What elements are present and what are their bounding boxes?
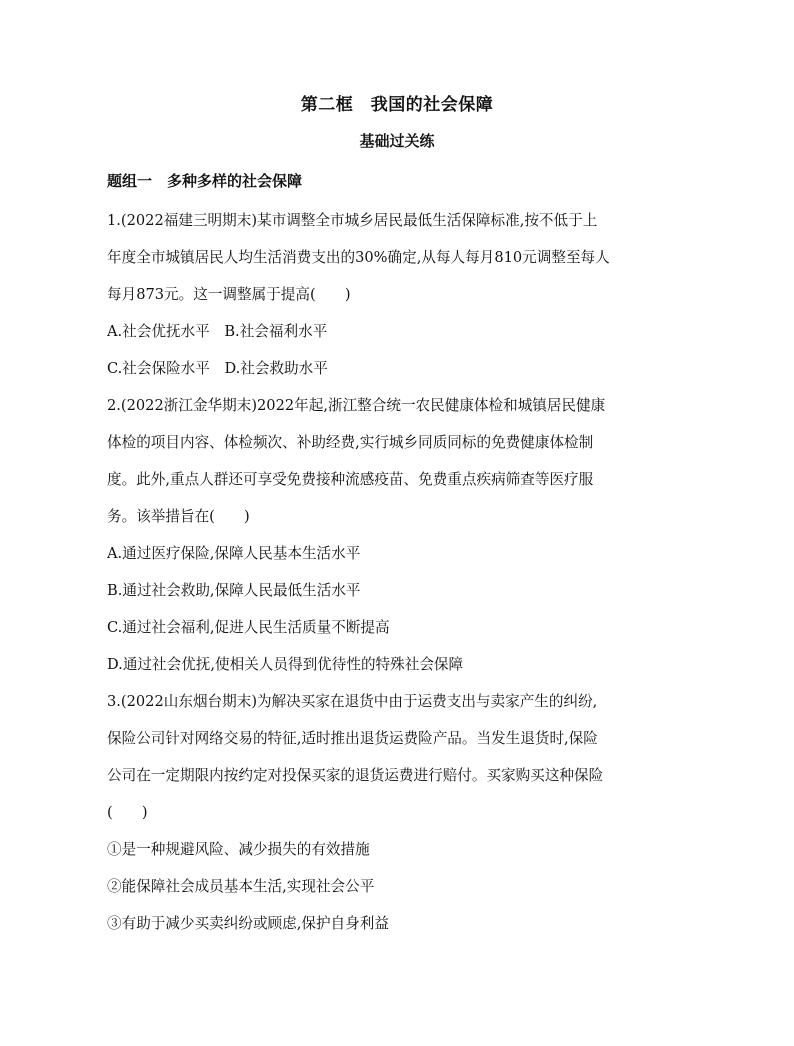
question-3 bbox=[107, 683, 687, 942]
question-stem-line: 务。该举措旨在( ) bbox=[107, 508, 250, 525]
question-stem-line: 度。此外,重点人群还可享受免费接种流感疫苗、免费重点疾病筛查等医疗服 bbox=[107, 471, 594, 488]
question-stem-line: 3.(2022山东烟台期末)为解决买家在退货中由于运费支出与卖家产生的纠纷, bbox=[107, 693, 598, 710]
question-stem-line: 公司在一定期限内按约定对投保买家的退货运费进行赔付。买家购买这种保险 bbox=[107, 767, 604, 784]
question-1 bbox=[107, 202, 687, 387]
question-stem-line: 2.(2022浙江金华期末)2022年起,浙江整合统一农民健康体检和城镇居民健康 bbox=[107, 397, 606, 414]
question-option-line: ③有助于减少买卖纠纷或顾虑,保护自身利益 bbox=[107, 915, 389, 932]
question-option-line: D.通过社会优抚,使相关人员得到优待性的特殊社会保障 bbox=[107, 656, 464, 673]
question-option-line: C.社会保险水平 D.社会救助水平 bbox=[107, 360, 328, 377]
question-stem-line: 体检的项目内容、体检频次、补助经费,实行城乡同质同标的免费健康体检制 bbox=[107, 434, 594, 451]
question-stem-line: 保险公司针对网络交易的特征,适时推出退货运费险产品。当发生退货时,保险 bbox=[107, 730, 598, 747]
question-option-line: ②能保障社会成员基本生活,实现社会公平 bbox=[107, 878, 375, 895]
question-stem-line: ( ) bbox=[107, 804, 148, 821]
question-stem-line: 年度全市城镇居民人均生活消费支出的30%确定,从每人每月810元调整至每人 bbox=[107, 249, 610, 266]
question-list bbox=[107, 202, 687, 942]
group-heading: 题组一 多种多样的社会保障 bbox=[107, 172, 303, 190]
question-stem-line: 每月873元。这一调整属于提高( ) bbox=[107, 286, 351, 303]
question-2 bbox=[107, 387, 687, 683]
question-option-line: C.通过社会福利,促进人民生活质量不断提高 bbox=[107, 619, 390, 636]
question-stem-line: 1.(2022福建三明期末)某市调整全市城乡居民最低生活保障标准,按不低于上 bbox=[107, 212, 598, 229]
question-option-line: A.通过医疗保险,保障人民基本生活水平 bbox=[107, 545, 361, 562]
question-option-line: A.社会优抚水平 B.社会福利水平 bbox=[107, 323, 328, 340]
section-subtitle: 基础过关练 bbox=[359, 132, 435, 150]
page-title: 第二框 我国的社会保障 bbox=[300, 95, 494, 115]
question-option-line: B.通过社会救助,保障人民最低生活水平 bbox=[107, 582, 361, 599]
question-option-line: ①是一种规避风险、减少损失的有效措施 bbox=[107, 841, 370, 858]
